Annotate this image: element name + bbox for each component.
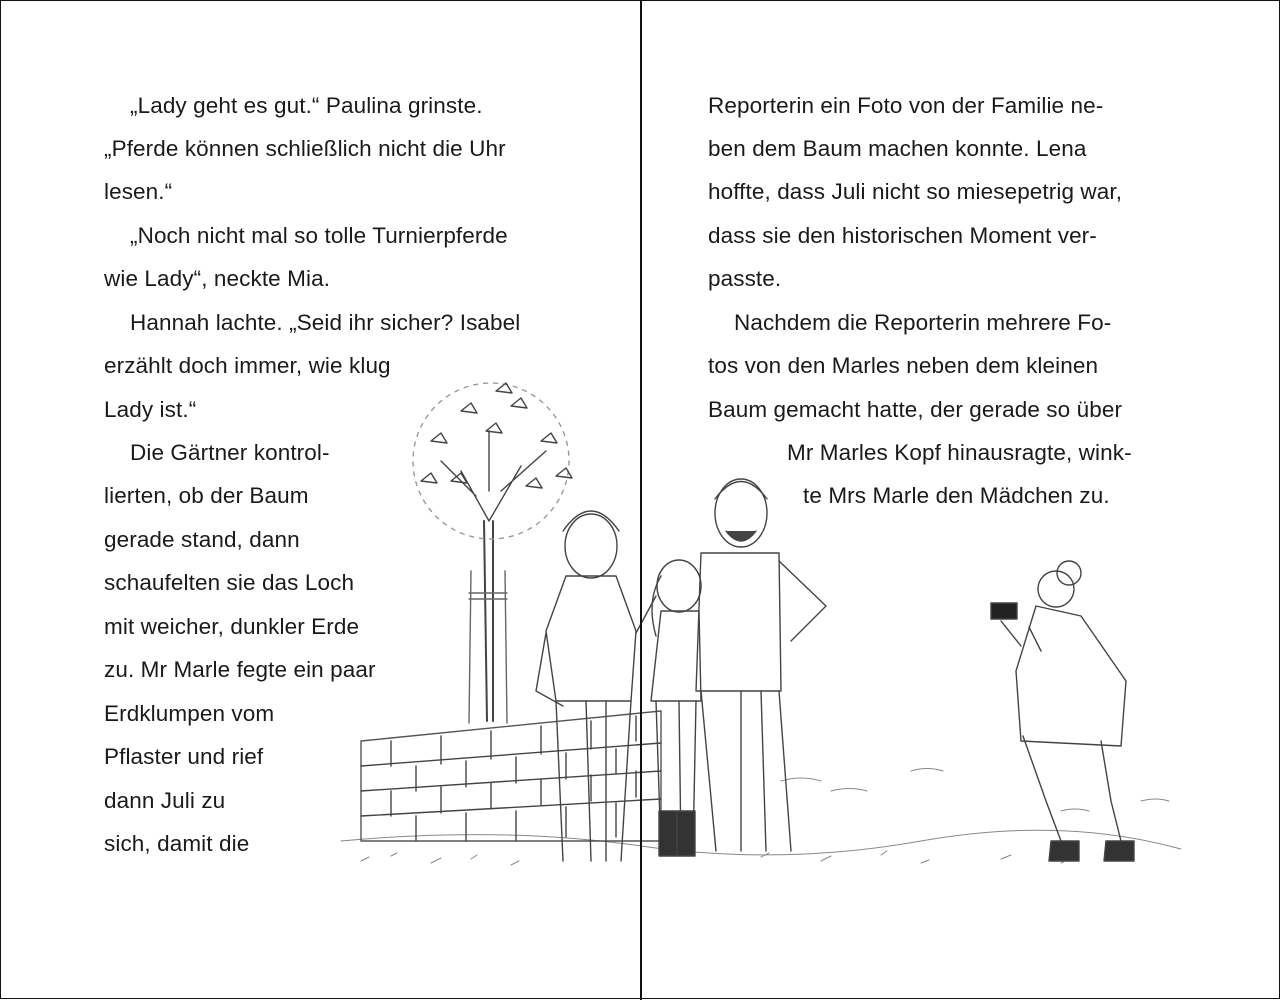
tree	[413, 383, 572, 723]
text-line: dass sie den historischen Moment ver-	[708, 223, 1097, 248]
woman-figure	[536, 511, 656, 861]
text-line: Erdklumpen vom	[104, 701, 275, 726]
text-line: hoffte, dass Juli nicht so miesepetrig war,	[708, 179, 1123, 204]
stone-wall	[361, 711, 661, 841]
text-line: tos von den Marles neben dem kleinen	[708, 353, 1099, 378]
text-line: „Lady geht es gut.“ Paulina grinste.	[130, 93, 483, 118]
text-line: te Mrs Marle den Mädchen zu.	[803, 483, 1110, 508]
text-line: Mr Marles Kopf hinausragte, wink-	[787, 440, 1132, 465]
text-line: Die Gärtner kontrol-	[130, 440, 330, 465]
text-line: lierten, ob der Baum	[104, 483, 309, 508]
text-line: Reporterin ein Foto von der Familie ne-	[708, 93, 1104, 118]
text-line: „Pferde können schließlich nicht die Uhr	[104, 136, 506, 161]
text-line: Pflaster und rief	[104, 744, 264, 769]
text-line: passte.	[708, 266, 782, 291]
girl-figure	[651, 560, 701, 856]
text-line: Lady ist.“	[104, 397, 197, 422]
man-figure	[696, 479, 826, 851]
text-line: dann Juli zu	[104, 788, 226, 813]
text-line: Baum gemacht hatte, der gerade so über	[708, 397, 1123, 422]
text-line: Nachdem die Reporterin mehrere Fo-	[734, 310, 1112, 335]
text-line: mit weicher, dunkler Erde	[104, 614, 360, 639]
text-line: lesen.“	[104, 179, 173, 204]
text-line: ben dem Baum machen konnte. Lena	[708, 136, 1087, 161]
text-line: Hannah lachte. „Seid ihr sicher? Isabel	[130, 310, 521, 335]
text-line: zu. Mr Marle fegte ein paar	[104, 657, 376, 682]
pencil-illustration	[301, 371, 1201, 911]
text-line: erzählt doch immer, wie klug	[104, 353, 391, 378]
text-line: schaufelten sie das Loch	[104, 570, 355, 595]
page-gutter	[640, 1, 642, 1000]
photographer-figure	[991, 561, 1134, 861]
text-line: „Noch nicht mal so tolle Turnierpferde	[130, 223, 508, 248]
text-line: sich, damit die	[104, 831, 250, 856]
text-line: gerade stand, dann	[104, 527, 300, 552]
text-line: wie Lady“, neckte Mia.	[104, 266, 331, 291]
